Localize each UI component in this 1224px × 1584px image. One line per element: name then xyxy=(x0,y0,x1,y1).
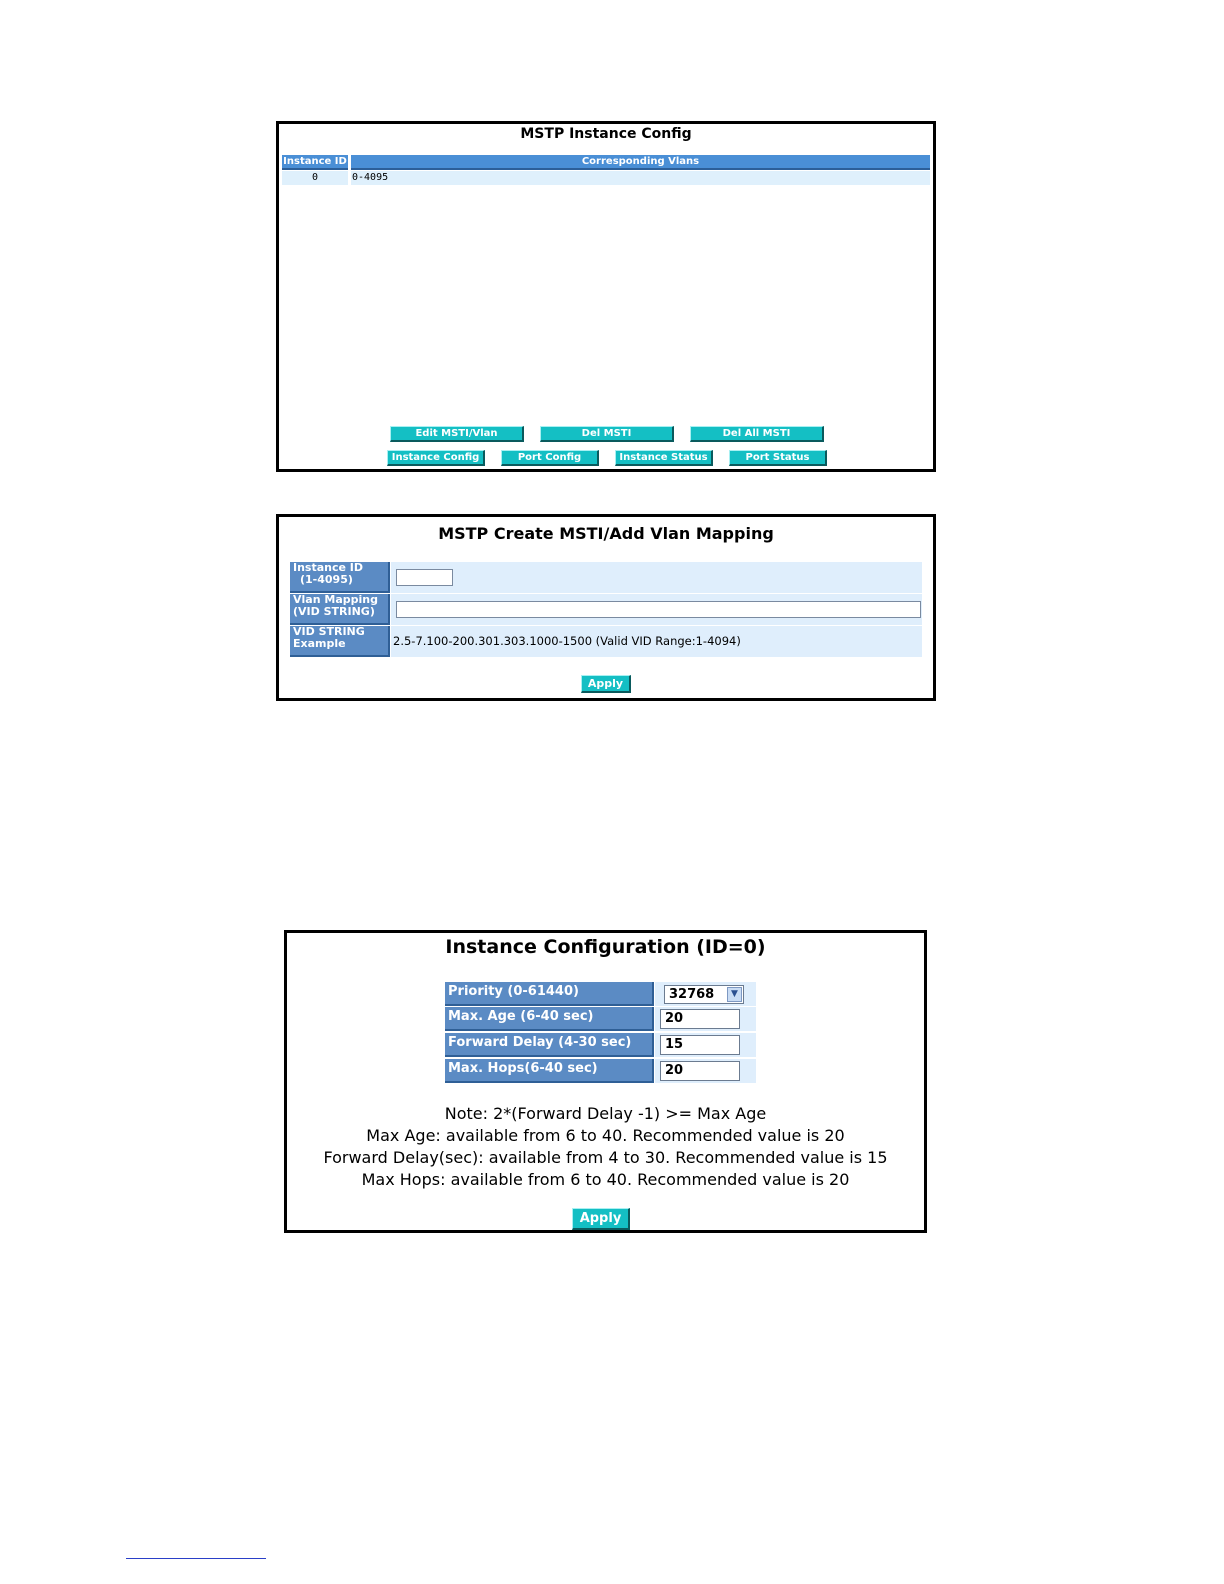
port-config-button[interactable]: Port Config xyxy=(501,450,599,466)
del-all-msti-button[interactable]: Del All MSTI xyxy=(690,426,824,442)
vid-string-example-label xyxy=(290,626,390,657)
vid-string-example-text: 2.5-7.100-200.301.303.1000-1500 (Valid VID Range:1-4094) xyxy=(391,626,922,657)
vlan-mapping-label xyxy=(290,594,390,625)
priority-selected-value: 32768 xyxy=(669,987,715,1002)
instance-status-button[interactable]: Instance Status xyxy=(615,450,713,466)
instance-configuration-panel xyxy=(284,930,927,1233)
vid-example-label-line2: Example xyxy=(293,637,346,650)
note-line: Max Hops: available from 6 to 40. Recommended value is 20 xyxy=(361,1170,850,1189)
priority-select[interactable] xyxy=(664,985,744,1004)
max-hops-input[interactable]: 20 xyxy=(660,1061,740,1081)
vlan-mapping-label-line2: (VID STRING) xyxy=(293,605,375,618)
note-line: Max Age: available from 6 to 40. Recommended value is 20 xyxy=(366,1126,845,1145)
port-status-button[interactable]: Port Status xyxy=(729,450,827,466)
instance-id-input[interactable] xyxy=(396,569,453,586)
vid-example-label-line1: VID STRING xyxy=(293,625,365,638)
cell-instance-id: 0 xyxy=(282,171,348,185)
instance-id-cell xyxy=(391,562,922,593)
column-header-instance-id: Instance ID xyxy=(282,155,348,170)
note-line: Forward Delay(sec): available from 4 to 30. Recommended value is 15 xyxy=(323,1148,888,1167)
max-age-input[interactable]: 20 xyxy=(660,1009,740,1029)
max-age-label: Max. Age (6-40 sec) xyxy=(445,1007,654,1031)
instance-id-label-line2: (1-4095) xyxy=(300,573,353,586)
apply-button[interactable]: Apply xyxy=(581,675,631,693)
panel-title: Instance Configuration (ID=0) xyxy=(445,936,766,958)
panel-title: MSTP Create MSTI/Add Vlan Mapping xyxy=(438,524,774,543)
mstp-create-msti-panel xyxy=(276,514,936,701)
instance-id-label xyxy=(290,562,390,593)
note-line: Note: 2*(Forward Delay -1) >= Max Age xyxy=(444,1104,767,1123)
max-hops-label: Max. Hops(6-40 sec) xyxy=(445,1059,654,1083)
forward-delay-input[interactable]: 15 xyxy=(660,1035,740,1055)
panel-title: MSTP Instance Config xyxy=(520,126,692,142)
priority-label: Priority (0-61440) xyxy=(445,982,654,1006)
apply-button[interactable]: Apply xyxy=(572,1208,630,1230)
column-header-corresponding-vlans: Corresponding Vlans xyxy=(351,155,930,170)
chevron-down-icon[interactable]: ▼ xyxy=(727,987,742,1002)
vlan-mapping-input[interactable] xyxy=(396,601,921,618)
instance-config-button[interactable]: Instance Config xyxy=(387,450,485,466)
forward-delay-label: Forward Delay (4-30 sec) xyxy=(445,1033,654,1057)
footnote-divider xyxy=(126,1558,266,1559)
cell-vlans: 0-4095 xyxy=(351,171,930,185)
vlan-mapping-label-line1: Vlan Mapping xyxy=(293,593,378,606)
instance-id-label-line1: Instance ID xyxy=(293,561,364,574)
del-msti-button[interactable]: Del MSTI xyxy=(540,426,674,442)
edit-msti-vlan-button[interactable]: Edit MSTI/Vlan xyxy=(390,426,524,442)
mstp-instance-config-panel xyxy=(276,121,936,472)
